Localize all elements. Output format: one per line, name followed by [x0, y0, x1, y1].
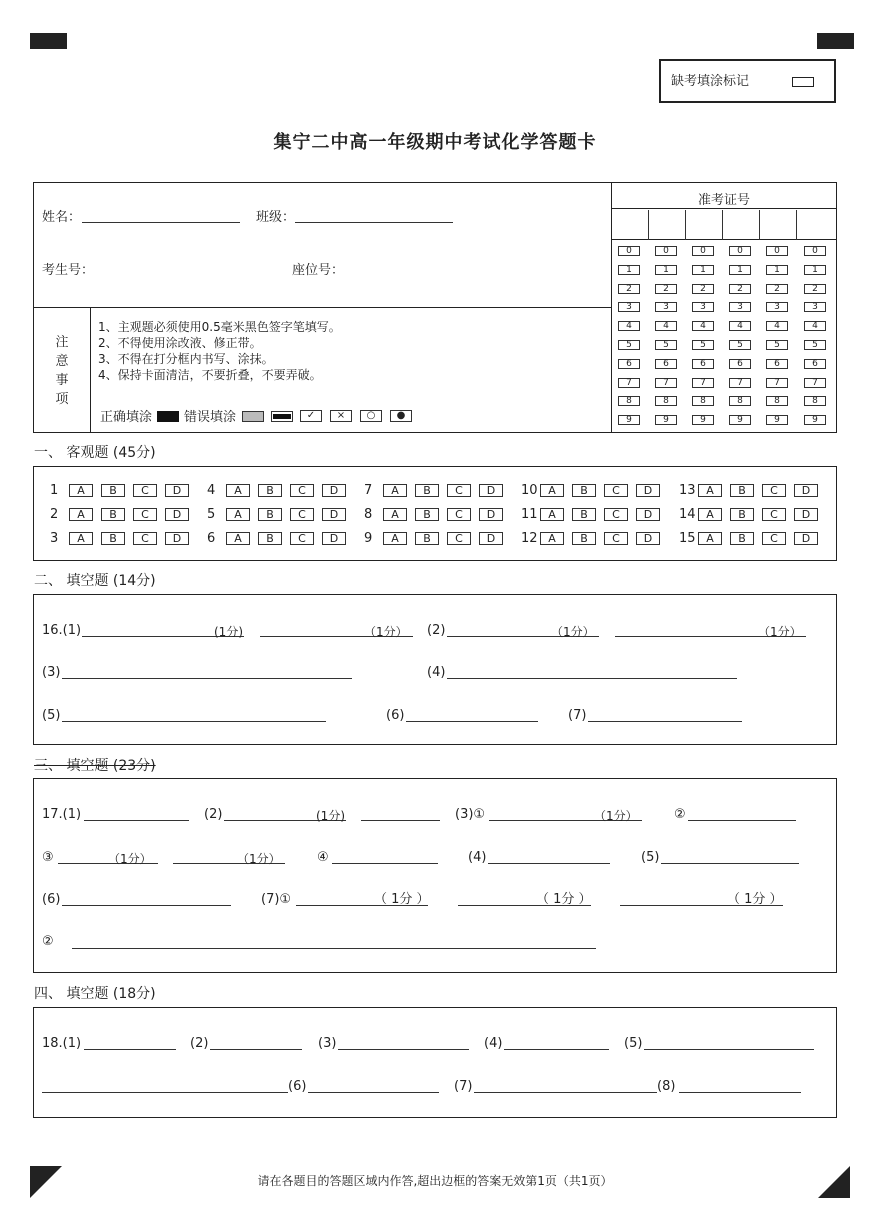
ticket-digit-bubble[interactable]: 2 — [692, 284, 714, 294]
option-bubble[interactable]: C — [604, 532, 628, 545]
class-label: 班级： — [256, 210, 296, 225]
absent-mark-box — [659, 59, 836, 103]
ticket-digit-bubble[interactable]: 9 — [766, 415, 788, 425]
option-bubble[interactable]: A — [698, 484, 722, 497]
ticket-digit-bubble[interactable]: 0 — [618, 246, 640, 256]
question-number: 10 — [521, 483, 538, 498]
name-label: 姓名： — [42, 210, 82, 225]
ticket-digit-bubble[interactable]: 7 — [766, 378, 788, 388]
option-bubble[interactable]: C — [133, 532, 157, 545]
option-bubble[interactable]: D — [636, 532, 660, 545]
registration-mark-top-right — [817, 33, 854, 49]
q18-5-blank-continued[interactable] — [42, 1079, 288, 1093]
q16-7-label: (7) — [568, 708, 587, 723]
ticket-digit-bubble[interactable]: 9 — [804, 415, 826, 425]
option-bubble[interactable]: A — [226, 484, 250, 497]
ticket-digit-bubble[interactable]: 6 — [618, 359, 640, 369]
q16-6-blank[interactable] — [406, 708, 538, 722]
q16-5-blank[interactable] — [62, 708, 326, 722]
option-bubble[interactable]: A — [383, 508, 407, 521]
option-bubble[interactable]: A — [540, 484, 564, 497]
ticket-digit-bubble[interactable]: 1 — [804, 265, 826, 275]
option-bubble[interactable]: B — [101, 532, 125, 545]
correct-fill-label: 正确填涂 — [100, 410, 153, 425]
question-number: 13 — [679, 483, 696, 498]
ticket-digit-bubble[interactable]: 3 — [729, 302, 751, 312]
ticket-number-label: 准考证号 — [697, 193, 750, 208]
ticket-digit-bubble[interactable]: 4 — [766, 321, 788, 331]
option-bubble[interactable]: C — [447, 484, 471, 497]
ticket-digit-bubble[interactable]: 5 — [729, 340, 751, 350]
section-4-box — [33, 1007, 837, 1118]
option-bubble[interactable]: D — [479, 508, 503, 521]
q17-3-4-blank[interactable] — [332, 850, 438, 864]
q18-2-blank[interactable] — [210, 1036, 302, 1050]
q17-7-2-blank[interactable] — [72, 935, 596, 949]
q18-5-label: (5) — [624, 1036, 643, 1051]
note-item: 2、不得使用涂改液、修正带。 — [98, 336, 262, 350]
wrong-fill-example-bar — [271, 411, 293, 422]
q18-1-blank[interactable] — [84, 1036, 176, 1050]
score-label: (1分) — [214, 625, 243, 639]
option-bubble[interactable]: D — [165, 532, 189, 545]
ticket-digit-bubble[interactable]: 4 — [692, 321, 714, 331]
ticket-digit-box[interactable] — [612, 210, 649, 240]
option-bubble[interactable]: A — [69, 532, 93, 545]
option-bubble[interactable]: B — [415, 484, 439, 497]
option-bubble[interactable]: B — [258, 484, 282, 497]
q17-1-blank[interactable] — [84, 807, 189, 821]
footer-note: 请在各题目的答题区域内作答,超出边框的答案无效第1页（共1页） — [257, 1174, 613, 1188]
ticket-digit-bubble[interactable]: 8 — [729, 396, 751, 406]
wrong-fill-example-gray — [242, 411, 264, 422]
registration-mark-top-left — [30, 33, 67, 49]
note-item: 1、主观题必须使用0.5毫米黑色签字笔填写。 — [98, 320, 341, 334]
question-number: 14 — [679, 507, 696, 522]
notes-column-divider — [90, 307, 91, 432]
ticket-digit-bubble[interactable]: 4 — [655, 321, 677, 331]
ticket-digit-bubble[interactable]: 1 — [692, 265, 714, 275]
ticket-digit-bubble[interactable]: 4 — [729, 321, 751, 331]
option-bubble[interactable]: B — [101, 484, 125, 497]
section-2-box — [33, 594, 837, 745]
ticket-digit-bubble[interactable]: 3 — [804, 302, 826, 312]
score-label: （1分） — [108, 852, 152, 866]
section-3-heading: 三、 填空题 (23分) — [34, 758, 156, 774]
student-info-block — [33, 182, 837, 433]
question-number: 1 — [50, 483, 59, 498]
score-label: （1分） — [551, 625, 595, 639]
ticket-digit-bubble[interactable]: 0 — [766, 246, 788, 256]
option-bubble[interactable]: C — [290, 508, 314, 521]
ticket-digit-box[interactable] — [797, 210, 836, 240]
q17-3-2-label: ② — [674, 807, 686, 822]
question-number: 12 — [521, 531, 538, 546]
ticket-digit-bubble[interactable]: 0 — [804, 246, 826, 256]
option-bubble[interactable]: D — [322, 484, 346, 497]
ticket-digit-bubble[interactable]: 3 — [692, 302, 714, 312]
score-label: （1分） — [758, 625, 802, 639]
q17-3-3-label: ③ — [42, 850, 54, 865]
q17-3-4-label: ④ — [317, 850, 329, 865]
section-1-box — [33, 466, 837, 561]
option-bubble[interactable]: C — [447, 508, 471, 521]
score-label: (1分) — [316, 809, 345, 823]
info-divider — [34, 307, 611, 308]
exam-no-label: 考生号： — [42, 263, 95, 278]
q16-3-label: (3) — [42, 665, 61, 680]
score-label: （ 1分 ） — [536, 892, 592, 907]
ticket-digit-bubble[interactable]: 2 — [729, 284, 751, 294]
q17-5-label: (5) — [641, 850, 660, 865]
option-bubble[interactable]: C — [762, 532, 786, 545]
ticket-digit-bubble[interactable]: 8 — [655, 396, 677, 406]
ticket-digit-bubble[interactable]: 3 — [618, 302, 640, 312]
option-bubble[interactable]: D — [636, 508, 660, 521]
q17-2-blank-b[interactable] — [361, 807, 440, 821]
option-bubble[interactable]: B — [730, 484, 754, 497]
q17-3-2-blank[interactable] — [688, 807, 796, 821]
option-bubble[interactable]: A — [383, 532, 407, 545]
q17-5-blank[interactable] — [661, 850, 799, 864]
option-bubble[interactable]: A — [698, 508, 722, 521]
q17-2-label: (2) — [204, 807, 223, 822]
q17-4-blank[interactable] — [488, 850, 610, 864]
ticket-digit-bubble[interactable]: 1 — [729, 265, 751, 275]
ticket-digit-bubble[interactable]: 5 — [804, 340, 826, 350]
q17-6-blank[interactable] — [62, 892, 231, 906]
q18-5-blank[interactable] — [644, 1036, 814, 1050]
option-bubble[interactable]: A — [69, 508, 93, 521]
q16-2-label: (2) — [427, 623, 446, 638]
ticket-digit-bubble[interactable]: 1 — [655, 265, 677, 275]
score-label: （1分） — [237, 852, 281, 866]
q18-4-blank[interactable] — [504, 1036, 609, 1050]
q18-8-blank[interactable] — [679, 1079, 801, 1093]
option-bubble[interactable]: B — [572, 484, 596, 497]
seat-no-label: 座位号： — [292, 263, 345, 278]
option-bubble[interactable]: B — [258, 508, 282, 521]
option-bubble[interactable]: B — [572, 532, 596, 545]
q18-3-blank[interactable] — [338, 1036, 469, 1050]
ticket-digit-bubble[interactable]: 3 — [655, 302, 677, 312]
q16-7-blank[interactable] — [588, 708, 742, 722]
section-3-box — [33, 778, 837, 973]
ticket-digit-bubble[interactable]: 0 — [692, 246, 714, 256]
ticket-digit-bubble[interactable]: 7 — [655, 378, 677, 388]
q18-7-blank[interactable] — [474, 1079, 657, 1093]
question-number: 2 — [50, 507, 59, 522]
page-title: 集宁二中高一年级期中考试化学答题卡 — [273, 132, 597, 153]
ticket-digit-box[interactable] — [649, 210, 686, 240]
ticket-digit-bubble[interactable]: 4 — [804, 321, 826, 331]
ticket-digit-bubble[interactable]: 9 — [729, 415, 751, 425]
ticket-digit-bubble[interactable]: 6 — [766, 359, 788, 369]
ticket-digit-bubble[interactable]: 8 — [766, 396, 788, 406]
option-bubble[interactable]: C — [133, 484, 157, 497]
option-bubble[interactable]: B — [572, 508, 596, 521]
ticket-digit-bubble[interactable]: 7 — [729, 378, 751, 388]
option-bubble[interactable]: C — [290, 532, 314, 545]
ticket-digit-bubble[interactable]: 7 — [618, 378, 640, 388]
ticket-digit-bubble[interactable]: 6 — [729, 359, 751, 369]
option-bubble[interactable]: B — [415, 532, 439, 545]
option-bubble[interactable]: D — [165, 508, 189, 521]
q18-6-blank[interactable] — [308, 1079, 439, 1093]
note-item: 3、不得在打分框内书写、涂抹。 — [98, 352, 274, 366]
absent-mark-label: 缺考填涂标记 — [671, 74, 750, 89]
q18-8-label: (8) — [657, 1079, 676, 1094]
ticket-digit-bubble[interactable]: 2 — [766, 284, 788, 294]
option-bubble[interactable]: A — [69, 484, 93, 497]
ticket-digit-bubble[interactable]: 5 — [655, 340, 677, 350]
ticket-digit-bubble[interactable]: 6 — [655, 359, 677, 369]
q17-3-label: (3)① — [455, 807, 486, 822]
option-bubble[interactable]: B — [101, 508, 125, 521]
ticket-digit-box[interactable] — [723, 210, 760, 240]
ticket-digit-bubble[interactable]: 9 — [618, 415, 640, 425]
q17-7-label: (7)① — [261, 892, 292, 907]
option-bubble[interactable]: A — [698, 532, 722, 545]
option-bubble[interactable]: C — [604, 484, 628, 497]
ticket-digit-bubble[interactable]: 8 — [618, 396, 640, 406]
q16-3-blank[interactable] — [62, 665, 352, 679]
ticket-digit-bubble[interactable]: 7 — [804, 378, 826, 388]
question-number: 11 — [521, 507, 538, 522]
q18-label: 18.(1) — [42, 1036, 82, 1051]
score-label: （1分） — [594, 809, 638, 823]
wrong-fill-example-circle: ○ — [360, 410, 382, 422]
option-bubble[interactable]: D — [322, 532, 346, 545]
ticket-digit-bubble[interactable]: 1 — [618, 265, 640, 275]
option-bubble[interactable]: A — [540, 508, 564, 521]
option-bubble[interactable]: C — [447, 532, 471, 545]
ticket-digit-bubble[interactable]: 6 — [692, 359, 714, 369]
q16-4-blank[interactable] — [447, 665, 737, 679]
ticket-digit-box[interactable] — [686, 210, 723, 240]
q16-label: 16.(1) — [42, 623, 82, 638]
question-number: 15 — [679, 531, 696, 546]
option-bubble[interactable]: B — [258, 532, 282, 545]
q16-4-label: (4) — [427, 665, 446, 680]
question-number: 8 — [364, 507, 373, 522]
option-bubble[interactable]: C — [604, 508, 628, 521]
q18-2-label: (2) — [190, 1036, 209, 1051]
option-bubble[interactable]: D — [636, 484, 660, 497]
ticket-digit-bubble[interactable]: 2 — [655, 284, 677, 294]
option-bubble[interactable]: C — [762, 484, 786, 497]
option-bubble[interactable]: C — [290, 484, 314, 497]
q17-label: 17.(1) — [42, 807, 82, 822]
q18-6-label: (6) — [288, 1079, 307, 1094]
option-bubble[interactable]: A — [226, 508, 250, 521]
option-bubble[interactable]: C — [133, 508, 157, 521]
question-number: 3 — [50, 531, 59, 546]
option-bubble[interactable]: D — [322, 508, 346, 521]
note-item: 4、保持卡面清洁，不要折叠，不要弄破。 — [98, 368, 322, 382]
ticket-digit-bubble[interactable]: 3 — [766, 302, 788, 312]
option-bubble[interactable]: D — [479, 532, 503, 545]
ticket-digit-bubble[interactable]: 9 — [692, 415, 714, 425]
option-bubble[interactable]: C — [762, 508, 786, 521]
ticket-digit-bubble[interactable]: 7 — [692, 378, 714, 388]
question-number: 4 — [207, 483, 216, 498]
correct-fill-example — [157, 411, 179, 422]
question-number: 6 — [207, 531, 216, 546]
option-bubble[interactable]: D — [794, 484, 818, 497]
q16-5-label: (5) — [42, 708, 61, 723]
ticket-digit-bubble[interactable]: 9 — [655, 415, 677, 425]
ticket-digit-bubble[interactable]: 2 — [804, 284, 826, 294]
option-bubble[interactable]: B — [730, 508, 754, 521]
name-field[interactable] — [82, 209, 240, 223]
option-bubble[interactable]: B — [415, 508, 439, 521]
option-bubble[interactable]: D — [165, 484, 189, 497]
q17-7-2-label: ② — [42, 934, 54, 949]
section-1-heading: 一、 客观题 (45分) — [34, 445, 156, 461]
q16-6-label: (6) — [386, 708, 405, 723]
absent-mark-bubble[interactable] — [792, 77, 814, 87]
wrong-fill-example-dot: ● — [390, 410, 412, 422]
notes-list — [98, 319, 341, 383]
class-field[interactable] — [295, 209, 453, 223]
wrong-fill-example-check: ✓ — [300, 410, 322, 422]
option-bubble[interactable]: B — [730, 532, 754, 545]
section-4-heading: 四、 填空题 (18分) — [34, 986, 156, 1002]
ticket-digit-box[interactable] — [760, 210, 797, 240]
ticket-digit-bubble[interactable]: 0 — [655, 246, 677, 256]
ticket-digit-bubble[interactable]: 4 — [618, 321, 640, 331]
notes-heading: 注 意 事 项 — [55, 335, 69, 407]
ticket-digit-bubble[interactable]: 5 — [618, 340, 640, 350]
score-label: （ 1分 ） — [374, 892, 430, 907]
ticket-digit-bubble[interactable]: 5 — [692, 340, 714, 350]
ticket-number-grid — [611, 183, 836, 432]
option-bubble[interactable]: A — [226, 532, 250, 545]
ticket-digit-bubble[interactable]: 5 — [766, 340, 788, 350]
q18-4-label: (4) — [484, 1036, 503, 1051]
ticket-digit-bubble[interactable]: 1 — [766, 265, 788, 275]
score-label: （ 1分 ） — [727, 892, 783, 907]
q17-4-label: (4) — [468, 850, 487, 865]
section-2-heading: 二、 填空题 (14分) — [34, 573, 156, 589]
question-number: 9 — [364, 531, 373, 546]
option-bubble[interactable]: D — [794, 532, 818, 545]
q17-6-label: (6) — [42, 892, 61, 907]
ticket-digit-bubble[interactable]: 0 — [729, 246, 751, 256]
q18-7-label: (7) — [454, 1079, 473, 1094]
score-label: （1分） — [364, 625, 408, 639]
question-number: 7 — [364, 483, 373, 498]
question-number: 5 — [207, 507, 216, 522]
option-bubble[interactable]: D — [479, 484, 503, 497]
option-bubble[interactable]: A — [540, 532, 564, 545]
option-bubble[interactable]: D — [794, 508, 818, 521]
wrong-fill-example-cross: × — [330, 410, 352, 422]
ticket-digit-bubble[interactable]: 6 — [804, 359, 826, 369]
q18-3-label: (3) — [318, 1036, 337, 1051]
wrong-fill-label: 错误填涂 — [184, 410, 237, 425]
ticket-digit-bubble[interactable]: 8 — [804, 396, 826, 406]
option-bubble[interactable]: A — [383, 484, 407, 497]
ticket-digit-bubble[interactable]: 8 — [692, 396, 714, 406]
ticket-digit-bubble[interactable]: 2 — [618, 284, 640, 294]
